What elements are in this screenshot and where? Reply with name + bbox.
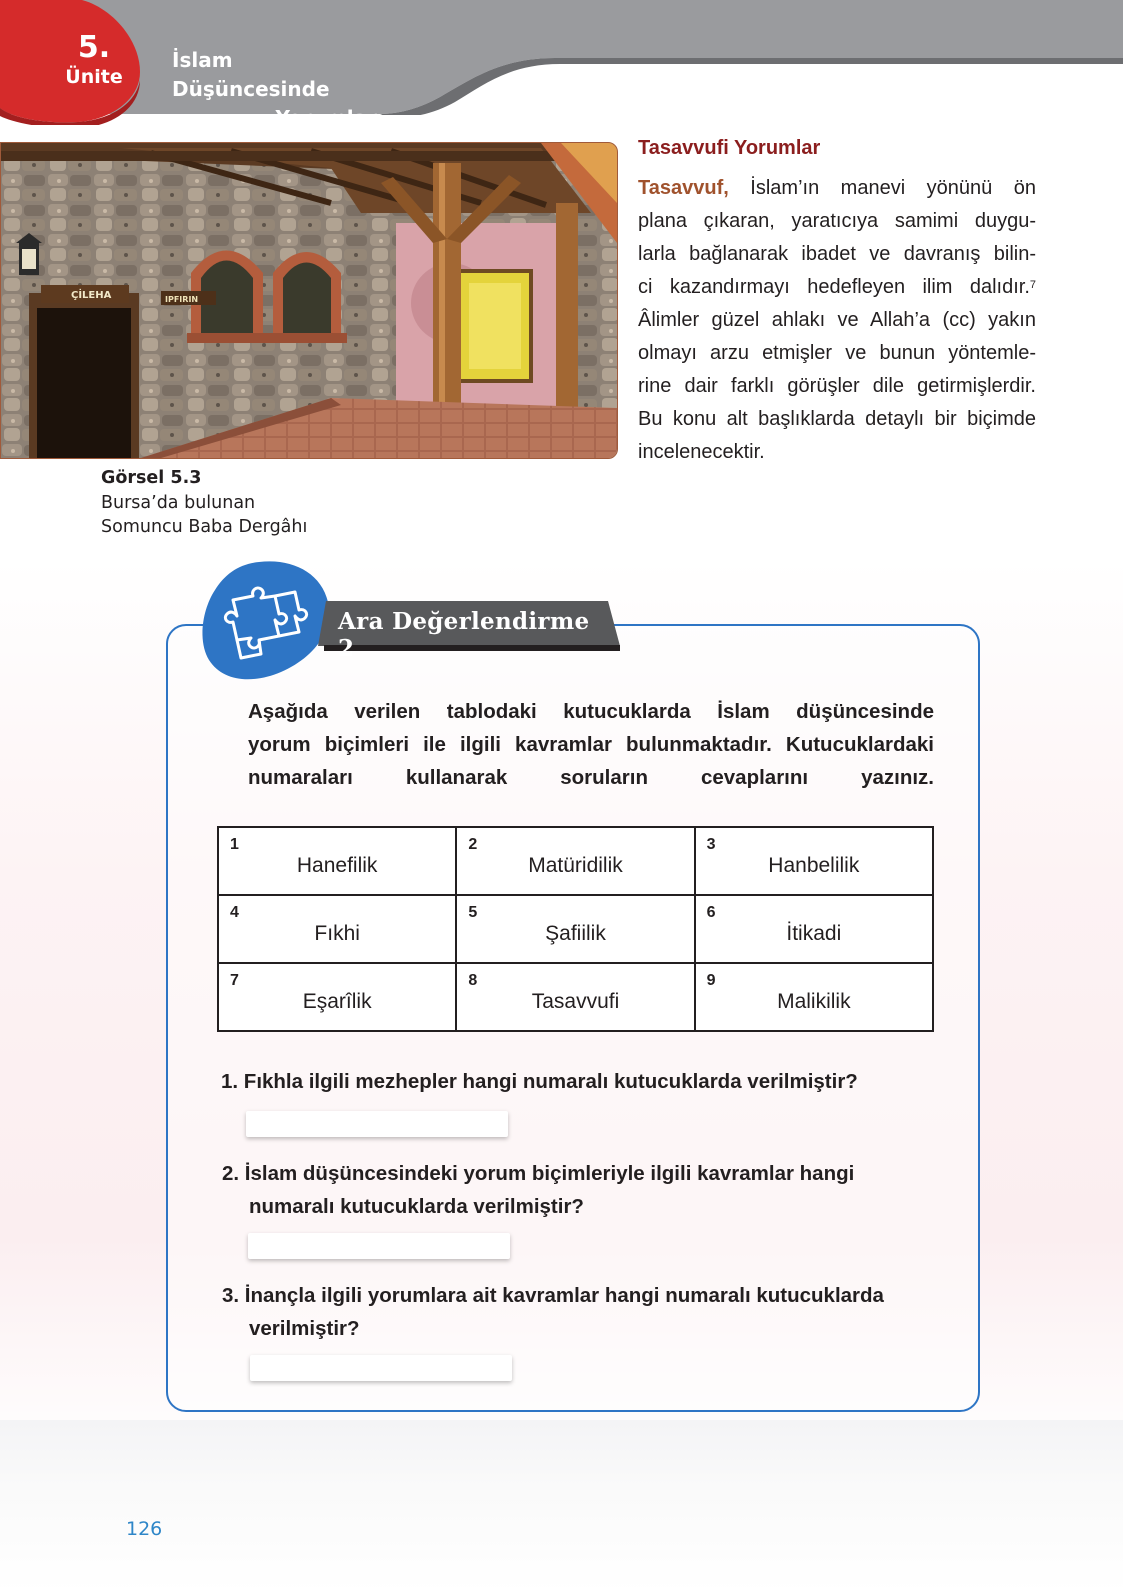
table-row bbox=[218, 827, 933, 895]
cell-term: Hanefilik bbox=[296, 854, 378, 877]
footnote-marker: 7 bbox=[1029, 279, 1036, 291]
cell-number: 8 bbox=[468, 972, 478, 989]
table-cell bbox=[456, 963, 694, 1031]
puzzle-icon bbox=[201, 560, 331, 685]
cell-term: Matüridilik bbox=[528, 854, 623, 877]
answer-field-1[interactable] bbox=[246, 1111, 508, 1137]
question-2-line-1: 2. İslam düşüncesindeki yorum biçimleriyle ilgili kavramlar hangi bbox=[222, 1162, 855, 1185]
table-cell bbox=[695, 895, 933, 963]
cell-term: Şafiilik bbox=[545, 922, 606, 945]
assessment-title: Ara Değerlendirme 2 bbox=[338, 608, 590, 662]
body-line-1-text: İslam’ın manevi yönünü ön bbox=[750, 177, 1036, 199]
page-number: 126 bbox=[126, 1518, 163, 1540]
body-line bbox=[638, 271, 1036, 304]
question-3 bbox=[222, 1279, 884, 1345]
chapter-title bbox=[172, 46, 377, 133]
page-footer-band bbox=[0, 1420, 1123, 1594]
instruction-line: Aşağıda verilen tablodaki kutucuklarda İslam düşüncesinde bbox=[248, 700, 934, 723]
cell-number: 3 bbox=[706, 836, 716, 853]
cell-term: Fıkhi bbox=[314, 922, 360, 945]
table-cell bbox=[218, 827, 456, 895]
cell-term: Hanbelilik bbox=[768, 854, 860, 877]
unit-number: 5. bbox=[77, 30, 111, 65]
photo-caption-title: Görsel 5.3 bbox=[101, 468, 202, 488]
chapter-title-line-2: Yorumlar bbox=[275, 106, 377, 130]
question-1 bbox=[221, 1065, 858, 1098]
body-line: plana çıkaran, yaratıcıya samimi duygu- bbox=[638, 210, 1036, 232]
table-cell bbox=[218, 963, 456, 1031]
section-title: Tasavvufi Yorumlar bbox=[638, 137, 821, 159]
cell-number: 5 bbox=[468, 904, 478, 921]
body-line: incelenecektir. bbox=[638, 441, 765, 463]
body-term: Tasavvuf, bbox=[638, 177, 729, 199]
concept-table bbox=[217, 826, 934, 1032]
table-cell bbox=[218, 895, 456, 963]
body-line: Bu konu alt başlıklarda detaylı bir biçimde bbox=[638, 408, 1036, 430]
cell-number: 4 bbox=[230, 904, 239, 921]
section-body bbox=[638, 172, 1036, 469]
cell-number: 7 bbox=[230, 972, 239, 989]
chapter-title-line-1: İslam Düşüncesinde bbox=[172, 48, 330, 101]
body-line: Âlimler güzel ahlakı ve Allah’a (cc) yakın bbox=[638, 309, 1036, 331]
cell-term: Eşarîlik bbox=[302, 990, 372, 1013]
question-3-line-1: 3. İnançla ilgili yorumlara ait kavramlar hangi numaralı kutucuklarda bbox=[222, 1284, 884, 1307]
table-row bbox=[218, 895, 933, 963]
dergah-photo-illustration bbox=[1, 143, 617, 458]
instruction-line: yorum biçimleri ile ilgili kavramlar bulunmaktadır. Kutucuklardaki bbox=[248, 733, 934, 756]
chapter-header-bar bbox=[0, 0, 1123, 115]
answer-field-3[interactable] bbox=[250, 1355, 512, 1381]
body-line: larla bağlanarak ibadet ve davranış bilin- bbox=[638, 243, 1036, 265]
body-line: olmayı arzu etmişler ve bunun yöntemle- bbox=[638, 342, 1036, 364]
table-row bbox=[218, 963, 933, 1031]
body-line bbox=[638, 172, 1036, 205]
body-line: rine dair farklı görüşler dile getirmişlerdir. bbox=[638, 375, 1036, 397]
table-cell bbox=[456, 827, 694, 895]
question-1-text: 1. Fıkhla ilgili mezhepler hangi numaralı kutucuklarda verilmiştir? bbox=[221, 1070, 858, 1093]
body-line-4-text: ci kazandırmayı hedefleyen ilim dalıdır. bbox=[638, 276, 1030, 298]
question-2-line-2: numaralı kutucuklarda verilmiştir? bbox=[249, 1195, 584, 1218]
answer-field-2[interactable] bbox=[248, 1233, 510, 1259]
cell-number: 1 bbox=[230, 836, 239, 853]
photo-caption-line-1: Bursa’da bulunan bbox=[101, 492, 256, 513]
cell-term: İtikadi bbox=[786, 922, 842, 945]
assessment-instructions bbox=[248, 695, 934, 794]
table-cell bbox=[695, 963, 933, 1031]
photo-caption-line-2: Somuncu Baba Dergâhı bbox=[101, 517, 308, 537]
question-2 bbox=[222, 1157, 854, 1223]
cell-term: Malikilik bbox=[777, 990, 851, 1013]
cell-number: 9 bbox=[706, 972, 716, 989]
photo-sign-right: IPFIRIN bbox=[165, 295, 199, 304]
cell-number: 2 bbox=[468, 836, 478, 853]
dergah-photo bbox=[0, 142, 618, 459]
table-cell bbox=[695, 827, 933, 895]
cell-term: Tasavvufi bbox=[531, 990, 620, 1013]
photo-caption bbox=[101, 466, 401, 540]
cell-number: 6 bbox=[706, 904, 716, 921]
unit-label: Ünite bbox=[65, 66, 123, 88]
question-3-line-2: verilmiştir? bbox=[249, 1317, 360, 1340]
instruction-line: numaraları kullanarak soruların cevaplarını yazınız. bbox=[248, 766, 934, 789]
photo-sign-left: ÇİLEHA bbox=[71, 290, 112, 301]
table-cell bbox=[456, 895, 694, 963]
